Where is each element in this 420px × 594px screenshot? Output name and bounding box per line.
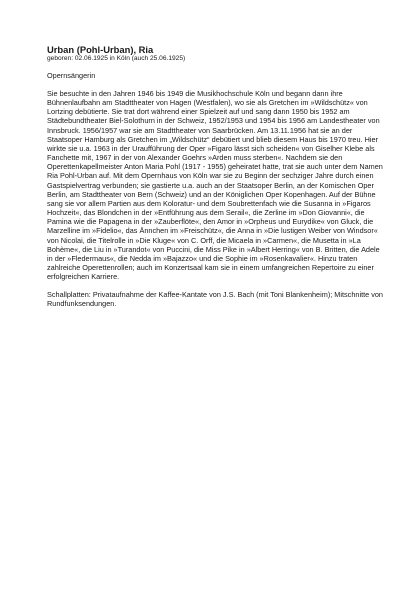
biography-paragraph: Sie besuchte in den Jahren 1946 bis 1949 die Musikhochschule Köln und begann dann ihre Bühnenlaufbahn am Stadttheater von Hagen (Westfalen), wo sie als Gretchen im »Wildschütz« von Lortzing debütierte. Sie trat dort während einer Spielzeit auf und sang dann 1950 bis 1952 am Städtebundtheater Biel-Solothurn in der Schweiz, 1952/1953 und 1954 bis 1956 am Landestheater von Innsbruck. 1956/1957 war sie am Stadttheater von Saarbrücken. Am 13.11.1956 hat sie an der Staatsoper Hamburg als Gretchen im „Wildschütz“ debütiert und blieb diesem Haus bis 1970 treu. Hier wirkte sie u.a. 1963 in der Uraufführung der Oper »Figaro lässt sich scheiden« von Giselher Klebe als Fanchette mit, 1967 in der von Alexander Goehrs »Arden muss sterben«. Nachdem sie den Operettenkapellmeister Anton Maria Pohl (1917 - 1955) geheiratet hatte, trat sie auch unter dem Namen Ria Pohl-Urban auf. Mit dem Opernhaus von Köln war sie zu Beginn der sechziger Jahre durch einen Gastspielvertrag verbunden; sie gastierte u.a. auch an der Staatsoper Berlin, an der Komischen Oper Berlin, am Stadttheater von Bern (Schweiz) und an der Königlichen Oper Kopenhagen. Auf der Bühne sang sie vor allem Partien aus dem Koloratur- und dem Soubrettenfach wie die Susanna in »Figaros Hochzeit«, das Blondchen in der »Entführung aus dem Serail«, die Zerline im »Don Giovanni«, die Pamina wie die Papagena in der »Zauberflöte«, den Amor in »Orpheus und Eurydike« von Gluck, die Marzelline im »Fidelio«, das Ännchen im »Freischütz«, die Anna in »Die lustigen Weiber von Windsor« von Nicolai, die Titelrolle in »Die Kluge« von C. Orff, die Micaela in »Carmen«, die Musetta in »La Bohème«, die Liu in »Turandot« von Puccini, die Miss Pike in »Albert Herring« von B. Britten, die Adele in der »Fledermaus«, die Nedda im »Bajazzo« und die Sophie im »Rosenkavalier«. Hinzu traten zahlreiche Operettenrollen; auch im Konzertsaal kam sie in einem umfangreichen Repertoire zu einer erfolgreichen Karriere. (47, 89, 383, 282)
recordings-paragraph: Schallplatten: Privataufnahme der Kaffee-Kantate von J.S. Bach (mit Toni Blankenheim); Mitschnitte von Rundfunksendungen. (47, 290, 383, 309)
profession: Opernsängerin (47, 71, 96, 80)
birth-info: geboren: 02.06.1925 in Köln (auch 25.06.1925) (47, 55, 186, 62)
document-title: Urban (Pohl-Urban), Ria (47, 44, 154, 55)
